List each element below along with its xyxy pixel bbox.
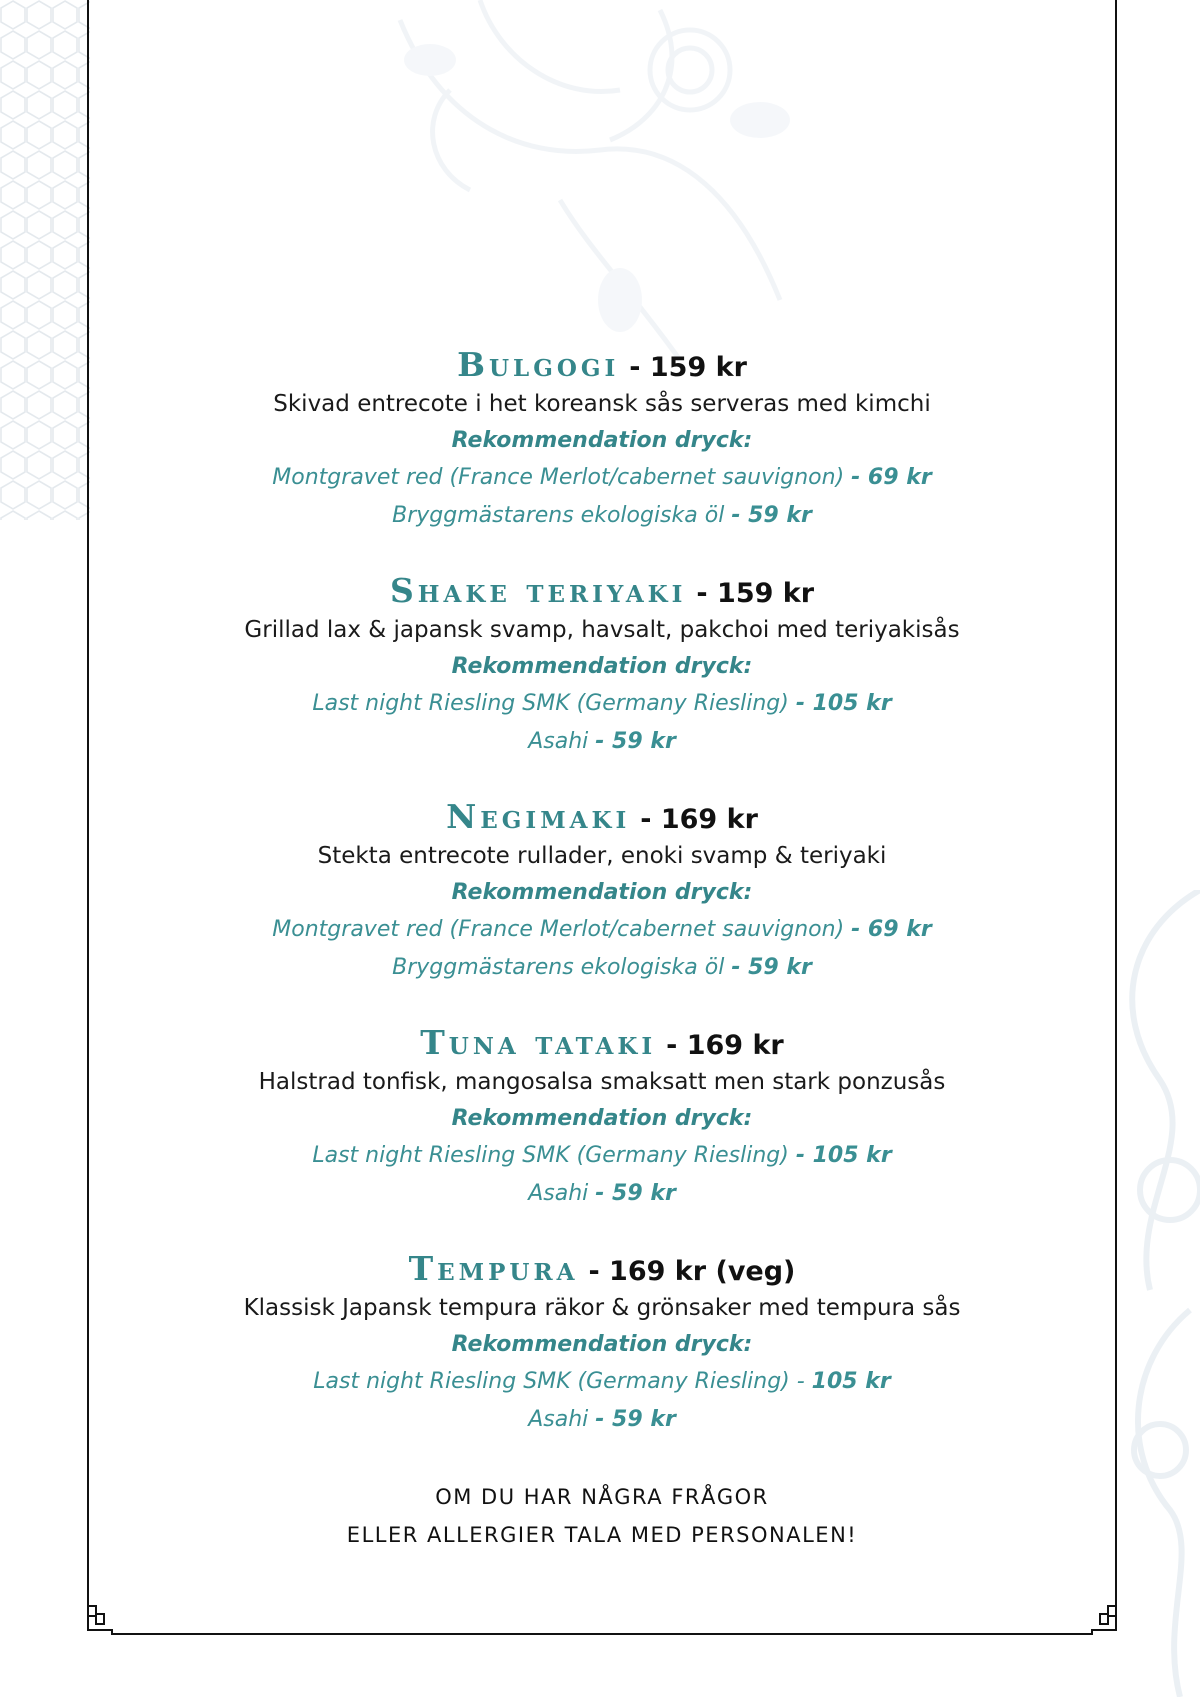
dish-title bbox=[88, 345, 1116, 385]
dish-name: Tuna tataki bbox=[420, 1023, 657, 1062]
drink-name: Last night Riesling SMK (Germany Riesling) bbox=[312, 691, 796, 716]
drink-name: Asahi bbox=[528, 729, 596, 754]
drink-name: Montgravet red (France Merlot/cabernet sauvignon) bbox=[272, 465, 852, 490]
dish-title bbox=[88, 797, 1116, 837]
menu-item-shake-teriyaki bbox=[88, 571, 1116, 797]
dish-name: Bulgogi bbox=[457, 345, 620, 384]
drink-name: Last night Riesling SMK (Germany Riesling) - bbox=[313, 1369, 812, 1394]
drink-price: - 59 kr bbox=[731, 955, 812, 980]
dish-name: Tempura bbox=[408, 1249, 579, 1288]
drink-item bbox=[88, 949, 1116, 987]
dish-title bbox=[88, 571, 1116, 611]
menu-item-bulgogi bbox=[88, 345, 1116, 571]
drink-item bbox=[88, 497, 1116, 535]
menu-item-tempura bbox=[88, 1249, 1116, 1475]
dish-title bbox=[88, 1249, 1116, 1289]
dish-price: - 169 kr bbox=[640, 804, 758, 835]
allergy-notice-line-1: OM DU HAR NÅGRA FRÅGOR bbox=[435, 1485, 769, 1509]
drink-item bbox=[88, 723, 1116, 761]
drink-name: Asahi bbox=[528, 1181, 596, 1206]
drink-price: - 59 kr bbox=[595, 1407, 676, 1432]
drink-item bbox=[88, 911, 1116, 949]
drink-price: 105 kr bbox=[811, 1369, 891, 1394]
drink-recommendation-label: Rekommendation dryck: bbox=[451, 1106, 753, 1131]
drink-item bbox=[88, 459, 1116, 497]
dish-description: Grillad lax & japansk svamp, havsalt, pakchoi med teriyakisås bbox=[244, 617, 960, 643]
drink-price: - 69 kr bbox=[851, 917, 932, 942]
dish-price: - 169 kr bbox=[666, 1030, 784, 1061]
drink-price: - 59 kr bbox=[595, 1181, 676, 1206]
drink-price: - 59 kr bbox=[595, 729, 676, 754]
drink-name: Asahi bbox=[528, 1407, 596, 1432]
allergy-notice-line-2: ELLER ALLERGIER TALA MED PERSONALEN! bbox=[346, 1523, 858, 1547]
dish-price: - 159 kr bbox=[629, 352, 747, 383]
drink-item bbox=[88, 1175, 1116, 1213]
menu-item-negimaki bbox=[88, 797, 1116, 1023]
drink-name: Bryggmästarens ekologiska öl bbox=[392, 955, 732, 980]
dish-title bbox=[88, 1023, 1116, 1063]
dish-description: Halstrad tonfisk, mangosalsa smaksatt men stark ponzusås bbox=[258, 1069, 946, 1095]
dish-description: Stekta entrecote rullader, enoki svamp & teriyaki bbox=[317, 843, 887, 869]
drink-price: - 105 kr bbox=[795, 691, 892, 716]
drink-price: - 69 kr bbox=[851, 465, 932, 490]
drink-name: Bryggmästarens ekologiska öl bbox=[392, 503, 732, 528]
drink-recommendation-label: Rekommendation dryck: bbox=[451, 428, 753, 453]
drink-item bbox=[88, 685, 1116, 723]
drink-item bbox=[88, 1137, 1116, 1175]
drink-price: - 105 kr bbox=[795, 1143, 892, 1168]
drink-recommendation-label: Rekommendation dryck: bbox=[451, 1332, 753, 1357]
dish-description: Klassisk Japansk tempura räkor & grönsaker med tempura sås bbox=[243, 1295, 961, 1321]
drink-recommendation-label: Rekommendation dryck: bbox=[451, 654, 753, 679]
dish-description: Skivad entrecote i het koreansk sås serveras med kimchi bbox=[273, 391, 931, 417]
dish-price: - 159 kr bbox=[696, 578, 815, 609]
drink-recommendation-label: Rekommendation dryck: bbox=[451, 880, 753, 905]
drink-name: Last night Riesling SMK (Germany Riesling) bbox=[312, 1143, 796, 1168]
dish-name: Shake teriyaki bbox=[389, 571, 687, 610]
dish-name: Negimaki bbox=[446, 797, 631, 836]
drink-item bbox=[88, 1363, 1116, 1401]
menu-list bbox=[88, 345, 1116, 1475]
allergy-notice bbox=[88, 1478, 1116, 1554]
menu-item-tuna-tataki bbox=[88, 1023, 1116, 1249]
drink-item bbox=[88, 1401, 1116, 1439]
dish-price: - 169 kr (veg) bbox=[588, 1256, 796, 1287]
drink-price: - 59 kr bbox=[731, 503, 812, 528]
drink-name: Montgravet red (France Merlot/cabernet sauvignon) bbox=[272, 917, 852, 942]
